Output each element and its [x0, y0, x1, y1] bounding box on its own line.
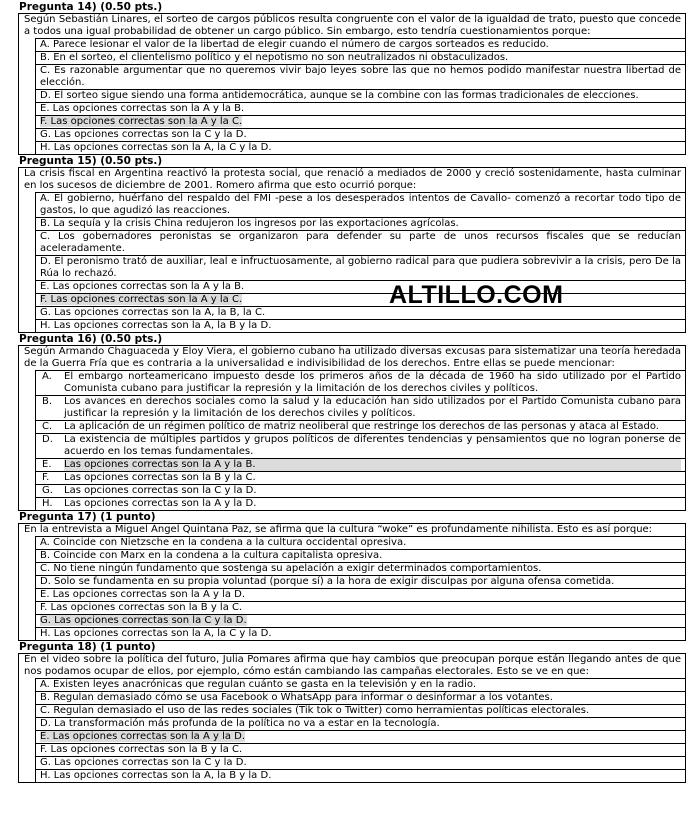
option-text: A. Existen leyes anacrónicas que regulan cuánto se gasta en la televisión y en la radio.	[40, 679, 477, 690]
answer-option	[35, 89, 685, 102]
option-text: Las opciones correctas son la B y la C.	[64, 472, 256, 483]
option-text: D. La transformación más profunda de la política no va a estar en la tecnología.	[40, 718, 440, 729]
answer-option	[35, 536, 685, 549]
option-text: La aplicación de un régimen político de matriz neoliberal que restringe los derechos de las personas y ataca al Estado.	[64, 421, 659, 432]
question-header: Pregunta 18) (1 punto)	[19, 641, 156, 653]
answer-option	[35, 255, 685, 280]
option-text: A. Parece lesionar el valor de la libertad de elegir cuando el número de cargos sorteados es reducido.	[40, 39, 549, 50]
option-text: D. Solo se fundamenta en su propia voluntad (porque sí) a la hora de exigir disculpas por alguna ofensa cometida.	[40, 576, 615, 587]
answer-option	[35, 217, 685, 230]
options-list	[18, 678, 686, 783]
answer-option	[35, 64, 685, 89]
option-text: D. El peronismo trató de auxiliar, leal e infructuosamente, al gobierno radical para que pudiera sobrevivir a la crisis, pero De la Rúa lo rechazó.	[40, 256, 681, 279]
option-text: G. Las opciones correctas son la C y la D.	[40, 615, 247, 626]
watermark: ALTILLO.COM	[389, 281, 564, 309]
option-letter: D.	[42, 434, 53, 445]
option-text: La existencia de múltiples partidos y grupos políticos de diferentes tendencias y pensamientos que no logran ponerse de acuerdo en los temas fundamentales.	[64, 434, 681, 457]
option-text: B. La sequía y la crisis China redujeron los ingresos por las exportaciones agrícolas.	[40, 218, 459, 229]
option-text: H. Las opciones correctas son la A, la C y la D.	[40, 628, 272, 639]
question-stem: En el video sobre la política del futuro, Julia Pomares afirma que hay cambios que preocupan porque están llegando antes de que nos podamos ocupar de ellos, por ejemplo, cómo están cambiando las campañas electorales. Esto se ve en que:	[18, 653, 686, 678]
answer-option	[35, 280, 685, 293]
option-text: Las opciones correctas son la C y la D.	[64, 485, 257, 496]
option-text: H. Las opciones correctas son la A, la C y la D.	[40, 142, 272, 153]
answer-option	[35, 192, 685, 217]
option-text: El embargo norteamericano impuesto desde los primeros años de la década de 1960 ha sido utilizado por el Partido Comunista cubano para justificar la represión y la limitación de los derechos civiles y políticos.	[64, 371, 681, 394]
answer-option	[35, 704, 685, 717]
answer-option	[35, 230, 685, 255]
option-text: C. Es razonable argumentar que no queremos vivir bajo leyes sobre las que no hemos podido manifestar nuestra libertad de elección.	[40, 65, 681, 88]
option-text: G. Las opciones correctas son la A, la B, la C.	[40, 307, 266, 318]
answer-option	[35, 497, 685, 510]
option-text: F. Las opciones correctas son la B y la C.	[40, 744, 243, 755]
answer-option	[35, 614, 685, 627]
option-text: B. En el sorteo, el clientelismo político y el nepotismo no son neutralizados ni obstaculizados.	[40, 52, 509, 63]
question-stem: La crisis fiscal en Argentina reactivó la protesta social, que renació a mediados de 2000 y creció sostenidamente, hasta culminar en los sucesos de diciembre de 2001. Romero afirma que esto ocurrió porque:	[18, 167, 686, 192]
question-stem: Según Sebastián Linares, el sorteo de cargos públicos resulta congruente con el valor de la igualdad de trato, puesto que concede a todos una igual probabilidad de obtener un cargo público. Sin embargo, esto tendría cuestionamientos porque:	[18, 13, 686, 38]
answer-option	[35, 717, 685, 730]
option-text: A. El gobierno, huérfano del respaldo del FMI -pese a los desesperados intentos de Cavallo- comenzó a recortar todo tipo de gastos, lo que agudizó las reacciones.	[40, 193, 681, 216]
answer-option	[35, 370, 685, 395]
answer-option	[35, 588, 685, 601]
answer-option	[35, 458, 685, 471]
option-text: C. Regulan demasiado el uso de las redes sociales (Tik tok o Twitter) como herramientas políticas electorales.	[40, 705, 590, 716]
answer-option	[35, 678, 685, 691]
answer-option	[35, 433, 685, 458]
answer-option	[35, 471, 685, 484]
question-header: Pregunta 17) (1 punto)	[19, 511, 156, 523]
option-text: G. Las opciones correctas son la C y la D.	[40, 129, 247, 140]
option-text: H. Las opciones correctas son la A, la B y la D.	[40, 320, 272, 331]
answer-option	[35, 691, 685, 704]
question-block	[18, 333, 686, 511]
option-text: A. Coincide con Nietzsche en la condena a la cultura occidental opresiva.	[40, 537, 407, 548]
option-text: Las opciones correctas son la A y la B.	[64, 459, 681, 471]
option-text: H. Las opciones correctas son la A, la B y la D.	[40, 770, 272, 781]
option-letter: C.	[42, 421, 53, 432]
option-text: F. Las opciones correctas son la A y la C.	[40, 294, 243, 305]
answer-option	[35, 769, 685, 782]
answer-option	[35, 319, 685, 332]
question-block	[18, 155, 686, 333]
exam-document	[18, 1, 686, 783]
answer-option	[35, 293, 685, 306]
answer-option	[35, 141, 685, 154]
option-letter: E.	[42, 459, 52, 470]
answer-option	[35, 730, 685, 743]
option-text: C. Los gobernadores peronistas se organizaron para defender su parte de unos recursos fiscales que se reducían aceleradamente.	[40, 231, 681, 254]
option-text: Las opciones correctas son la A y la D.	[64, 498, 257, 509]
answer-option	[35, 627, 685, 640]
option-text: E. Las opciones correctas son la A y la D.	[40, 589, 246, 600]
option-letter: B.	[42, 396, 53, 407]
answer-option	[35, 420, 685, 433]
question-block	[18, 641, 686, 783]
question-block	[18, 511, 686, 641]
options-list	[18, 370, 686, 511]
option-text: E. Las opciones correctas son la A y la D.	[40, 731, 246, 742]
answer-option	[35, 51, 685, 64]
answer-option	[35, 395, 685, 420]
answer-option	[35, 756, 685, 769]
option-text: C. No tiene ningún fundamento que sostenga su apelación a exigir determinados comportamientos.	[40, 563, 542, 574]
option-text: G. Las opciones correctas son la C y la D.	[40, 757, 247, 768]
question-header: Pregunta 14) (0.50 pts.)	[19, 1, 163, 13]
options-list	[18, 192, 686, 333]
option-text: Los avances en derechos sociales como la salud y la educación han sido utilizados por el Partido Comunista cubano para justificar la represión y la limitación de los derechos civiles y políticos.	[64, 396, 681, 419]
answer-option	[35, 102, 685, 115]
question-stem: En la entrevista a Miguel Ángel Quintana Paz, se afirma que la cultura “woke” es profundamente nihilista. Esto es así porque:	[18, 523, 686, 536]
option-letter: H.	[42, 498, 53, 509]
answer-option	[35, 306, 685, 319]
option-text: E. Las opciones correctas son la A y la B.	[40, 103, 245, 114]
option-text: B. Coincide con Marx en la condena a la cultura capitalista opresiva.	[40, 550, 383, 561]
question-stem: Según Armando Chaguaceda y Eloy Viera, el gobierno cubano ha utilizado diversas excusas para sistematizar una teoría heredada de la Guerra Fría que es contraria a la universalidad e indivisibilidad de los derechos. Entre ellas se puede mencionar:	[18, 345, 686, 370]
option-text: D. El sorteo sigue siendo una forma antidemocrática, aunque se la combine con las formas tradicionales de elecciones.	[40, 90, 639, 101]
options-list	[18, 38, 686, 155]
option-text: F. Las opciones correctas son la A y la C.	[40, 116, 243, 127]
question-header: Pregunta 16) (0.50 pts.)	[19, 333, 163, 345]
question-block	[18, 1, 686, 155]
answer-option	[35, 128, 685, 141]
option-letter: F.	[42, 472, 50, 483]
answer-option	[35, 549, 685, 562]
answer-option	[35, 38, 685, 51]
question-header: Pregunta 15) (0.50 pts.)	[19, 155, 163, 167]
answer-option	[35, 601, 685, 614]
option-text: E. Las opciones correctas son la A y la B.	[40, 281, 245, 292]
answer-option	[35, 562, 685, 575]
option-letter: G.	[42, 485, 53, 496]
answer-option	[35, 484, 685, 497]
option-text: B. Regulan demasiado cómo se usa Facebook o WhatsApp para informar o desinformar a los votantes.	[40, 692, 553, 703]
answer-option	[35, 575, 685, 588]
option-text: F. Las opciones correctas son la B y la C.	[40, 602, 243, 613]
option-letter: A.	[42, 371, 52, 382]
answer-option	[35, 743, 685, 756]
options-list	[18, 536, 686, 641]
answer-option	[35, 115, 685, 128]
